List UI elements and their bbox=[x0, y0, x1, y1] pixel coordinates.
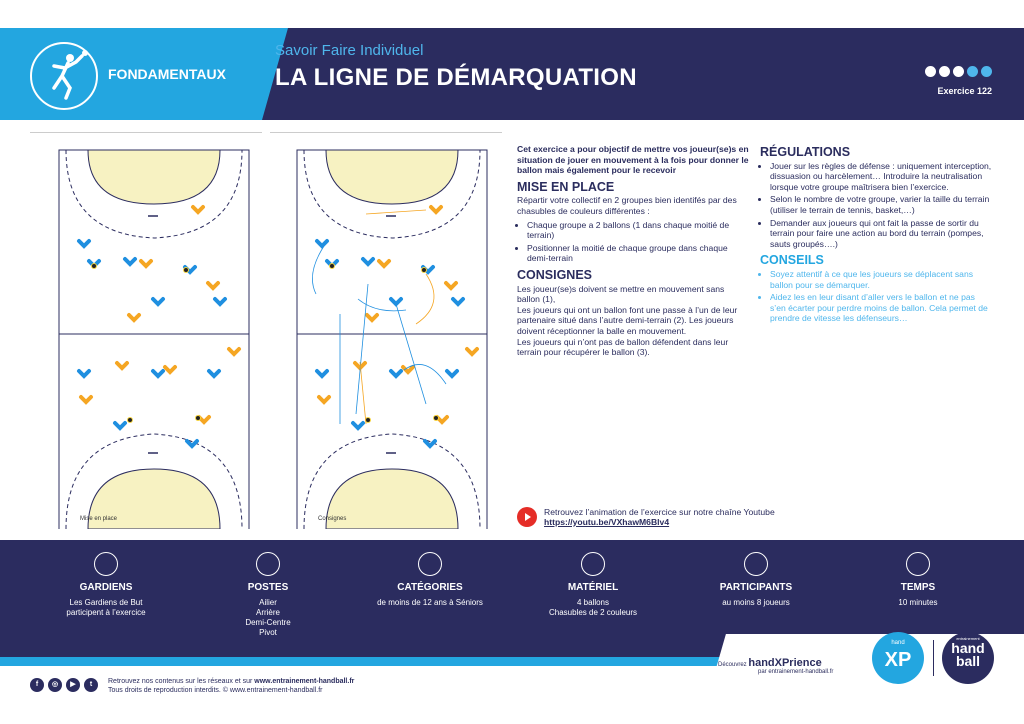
list-item: • Selon le nombre de votre groupe, varier la taille du terrain (utiliser le terrain de tennis, basket,…) bbox=[770, 194, 992, 215]
player-marker bbox=[379, 261, 389, 266]
list-item: • Soyez attentif à ce que les joueurs se déplacent sans ballon pour se démarquer. bbox=[770, 269, 992, 290]
player-marker bbox=[391, 371, 401, 376]
youtube-link[interactable]: https://youtu.be/VXhawM6Blv4 bbox=[544, 517, 670, 527]
page-title: LA LIGNE DE DÉMARQUATION bbox=[275, 64, 637, 91]
ball-icon bbox=[92, 264, 97, 269]
player-marker bbox=[153, 371, 163, 376]
player-marker bbox=[363, 259, 373, 264]
stat-goalkeepers bbox=[31, 552, 181, 618]
player-marker bbox=[229, 349, 239, 354]
promo-by: par entrainement-handball.fr bbox=[758, 669, 834, 675]
stat-value: 10 minutes bbox=[898, 598, 938, 607]
list-item: • Positionner la moitié de chaque groupe dans chaque demi-terrain bbox=[527, 243, 749, 264]
court-diagram-setup bbox=[58, 134, 264, 529]
logo-small-text: entrainement bbox=[956, 636, 980, 641]
court-label-setup: Mise en place bbox=[80, 516, 118, 522]
player-marker bbox=[317, 371, 327, 376]
stat-title: MATÉRIEL bbox=[567, 582, 619, 593]
player-marker bbox=[467, 349, 477, 354]
ball-icon bbox=[366, 418, 371, 423]
handxp-promo[interactable] bbox=[718, 657, 833, 675]
tips-list bbox=[760, 269, 992, 324]
youtube-social-icon[interactable]: ▶ bbox=[66, 678, 80, 692]
stat-time bbox=[843, 552, 993, 608]
header-category-panel bbox=[0, 28, 262, 120]
handball-player-logo-icon bbox=[30, 42, 98, 110]
player-marker bbox=[453, 299, 463, 304]
player-marker bbox=[117, 363, 127, 368]
difficulty-rating bbox=[925, 66, 992, 77]
divider bbox=[933, 640, 934, 676]
stat-value: de moins de 12 ans à Séniors bbox=[377, 598, 483, 607]
setup-list bbox=[517, 220, 749, 264]
player-marker bbox=[79, 371, 89, 376]
ball-icon bbox=[196, 416, 201, 421]
divider bbox=[270, 132, 502, 133]
category-label: FONDAMENTAUX bbox=[108, 66, 226, 82]
logo-small-text: hand bbox=[891, 640, 905, 646]
difficulty-ball-icon bbox=[967, 66, 978, 77]
movement-arrow bbox=[366, 210, 426, 214]
player-marker bbox=[367, 315, 377, 320]
player-marker bbox=[141, 261, 151, 266]
player-marker bbox=[165, 367, 175, 372]
player-marker bbox=[447, 371, 457, 376]
tips-heading: CONSEILS bbox=[760, 253, 824, 268]
youtube-icon[interactable] bbox=[517, 507, 537, 527]
page-subtitle: Savoir Faire Individuel bbox=[275, 42, 424, 59]
footer-line2: Tous droits de reproduction interdits. © www.entrainement-handball.fr bbox=[108, 687, 323, 694]
header bbox=[0, 28, 1024, 120]
stat-value: 4 ballons Chasubles de 2 couleurs bbox=[548, 598, 638, 617]
stat-value: au moins 8 joueurs bbox=[722, 598, 790, 607]
participants-icon bbox=[744, 552, 768, 576]
movement-arrow bbox=[360, 362, 366, 424]
youtube-callout bbox=[517, 507, 775, 527]
player-marker bbox=[208, 283, 218, 288]
stat-value: Les Gardiens de But participent à l’exercice bbox=[66, 598, 146, 617]
ball-icon bbox=[330, 264, 335, 269]
player-marker bbox=[193, 207, 203, 212]
clock-icon bbox=[906, 552, 930, 576]
instructions-heading: CONSIGNES bbox=[517, 267, 593, 282]
social-links bbox=[30, 678, 98, 692]
handxp-logo[interactable] bbox=[872, 632, 924, 684]
stat-title: PARTICIPANTS bbox=[719, 582, 793, 593]
stat-value: Ailier Arrière Demi-Centre Pivot bbox=[245, 598, 291, 637]
player-marker bbox=[431, 207, 441, 212]
list-item: • Demander aux joueurs qui ont fait la passe de sortir du terrain pour faire une action au bord du terrain (pompes, sauts groupés….) bbox=[770, 218, 992, 250]
footer-line1: Retrouvez nos contenus sur les réseaux et sur bbox=[108, 678, 255, 685]
stat-title: GARDIENS bbox=[79, 582, 133, 593]
categories-icon bbox=[418, 552, 442, 576]
difficulty-ball-icon bbox=[925, 66, 936, 77]
list-item: • Jouer sur les règles de défense : uniquement interception, dissuasion ou harcèlement… Introduire la neutralisation lorsque votre groupe maîtrisera bien l’exercice. bbox=[770, 161, 992, 193]
ball-icon bbox=[434, 416, 439, 421]
youtube-text: Retrouvez l’animation de l’exercice sur notre chaîne Youtube bbox=[544, 507, 775, 517]
difficulty-ball-icon bbox=[939, 66, 950, 77]
player-marker bbox=[115, 423, 125, 428]
ball-icon bbox=[422, 268, 427, 273]
movement-arrow bbox=[396, 304, 426, 404]
player-marker bbox=[153, 299, 163, 304]
player-marker bbox=[79, 241, 89, 246]
entrainement-handball-logo[interactable] bbox=[942, 632, 994, 684]
equipment-icon bbox=[581, 552, 605, 576]
instagram-icon[interactable]: ◎ bbox=[48, 678, 62, 692]
player-marker bbox=[209, 371, 219, 376]
player-marker bbox=[391, 299, 401, 304]
regulations-list bbox=[760, 161, 992, 250]
facebook-icon[interactable]: f bbox=[30, 678, 44, 692]
stat-categories bbox=[355, 552, 505, 608]
movement-arrow bbox=[312, 246, 324, 294]
player-marker bbox=[81, 397, 91, 402]
setup-heading: MISE EN PLACE bbox=[517, 179, 615, 194]
accent-bar bbox=[0, 657, 720, 666]
stat-title: POSTES bbox=[247, 582, 289, 593]
stat-participants bbox=[681, 552, 831, 608]
difficulty-ball-icon bbox=[953, 66, 964, 77]
promo-prefix: Découvrez bbox=[718, 662, 747, 668]
tips-section bbox=[760, 255, 992, 324]
list-item: • Chaque groupe a 2 ballons (1 dans chaque moitié de terrain) bbox=[527, 220, 749, 241]
instructions-text: Les joueur(se)s doivent se mettre en mouvement sans ballon (1), Les joueurs qui ont un ballon font une passe à l’un de leur partenaire situé dans l’autre demi-terrain (2). Les joueurs doivent réceptionner la balle en mouvement. Les joueurs qui n’ont pas de ballon défendent dans leur terrain pour récupérer le ballon (3). bbox=[517, 283, 738, 358]
player-marker bbox=[319, 397, 329, 402]
ball-icon bbox=[184, 268, 189, 273]
movement-arrow bbox=[356, 284, 368, 414]
logo-big-text: XP bbox=[884, 649, 912, 671]
footer-text bbox=[108, 677, 354, 695]
player-marker bbox=[446, 283, 456, 288]
list-item: • Aidez les en leur disant d’aller vers le ballon et ne pas s’en écarter pour perdre moins de ballon. Cela permet de prendre de vitesse les défenseurs… bbox=[770, 292, 992, 324]
goalkeeper-icon bbox=[94, 552, 118, 576]
player-marker bbox=[353, 423, 363, 428]
intro-text: Cet exercice a pour objectif de mettre vos joueur(se)s en situation de jouer en mouvement à la fois pour donner le ballon mais également pour le recevoir bbox=[517, 144, 749, 176]
ball-icon bbox=[128, 418, 133, 423]
stat-positions bbox=[193, 552, 343, 638]
logo-big-text: hand ball bbox=[951, 640, 985, 669]
player-marker bbox=[317, 241, 327, 246]
player-marker bbox=[215, 299, 225, 304]
positions-icon bbox=[256, 552, 280, 576]
movement-arrow bbox=[416, 274, 434, 324]
stat-title: TEMPS bbox=[900, 582, 936, 593]
court-diagram-instructions bbox=[296, 134, 502, 529]
promo-brand: handXPrience bbox=[748, 657, 822, 669]
stat-equipment bbox=[518, 552, 668, 618]
footer-site-link[interactable]: www.entrainement-handball.fr bbox=[254, 678, 355, 685]
twitter-icon[interactable]: t bbox=[84, 678, 98, 692]
court-label-instructions: Consignes bbox=[318, 516, 347, 522]
regulations-heading: RÉGULATIONS bbox=[760, 145, 851, 159]
difficulty-ball-icon bbox=[981, 66, 992, 77]
regulations-column bbox=[760, 141, 992, 326]
description-column bbox=[517, 144, 749, 358]
player-marker bbox=[129, 315, 139, 320]
setup-text: Répartir votre collectif en 2 groupes bien identifés par des chasubles de couleurs différentes : bbox=[517, 195, 737, 216]
stat-title: CATÉGORIES bbox=[397, 582, 463, 593]
divider bbox=[30, 132, 262, 133]
player-marker bbox=[125, 259, 135, 264]
exercise-number: Exercice 122 bbox=[937, 86, 992, 96]
